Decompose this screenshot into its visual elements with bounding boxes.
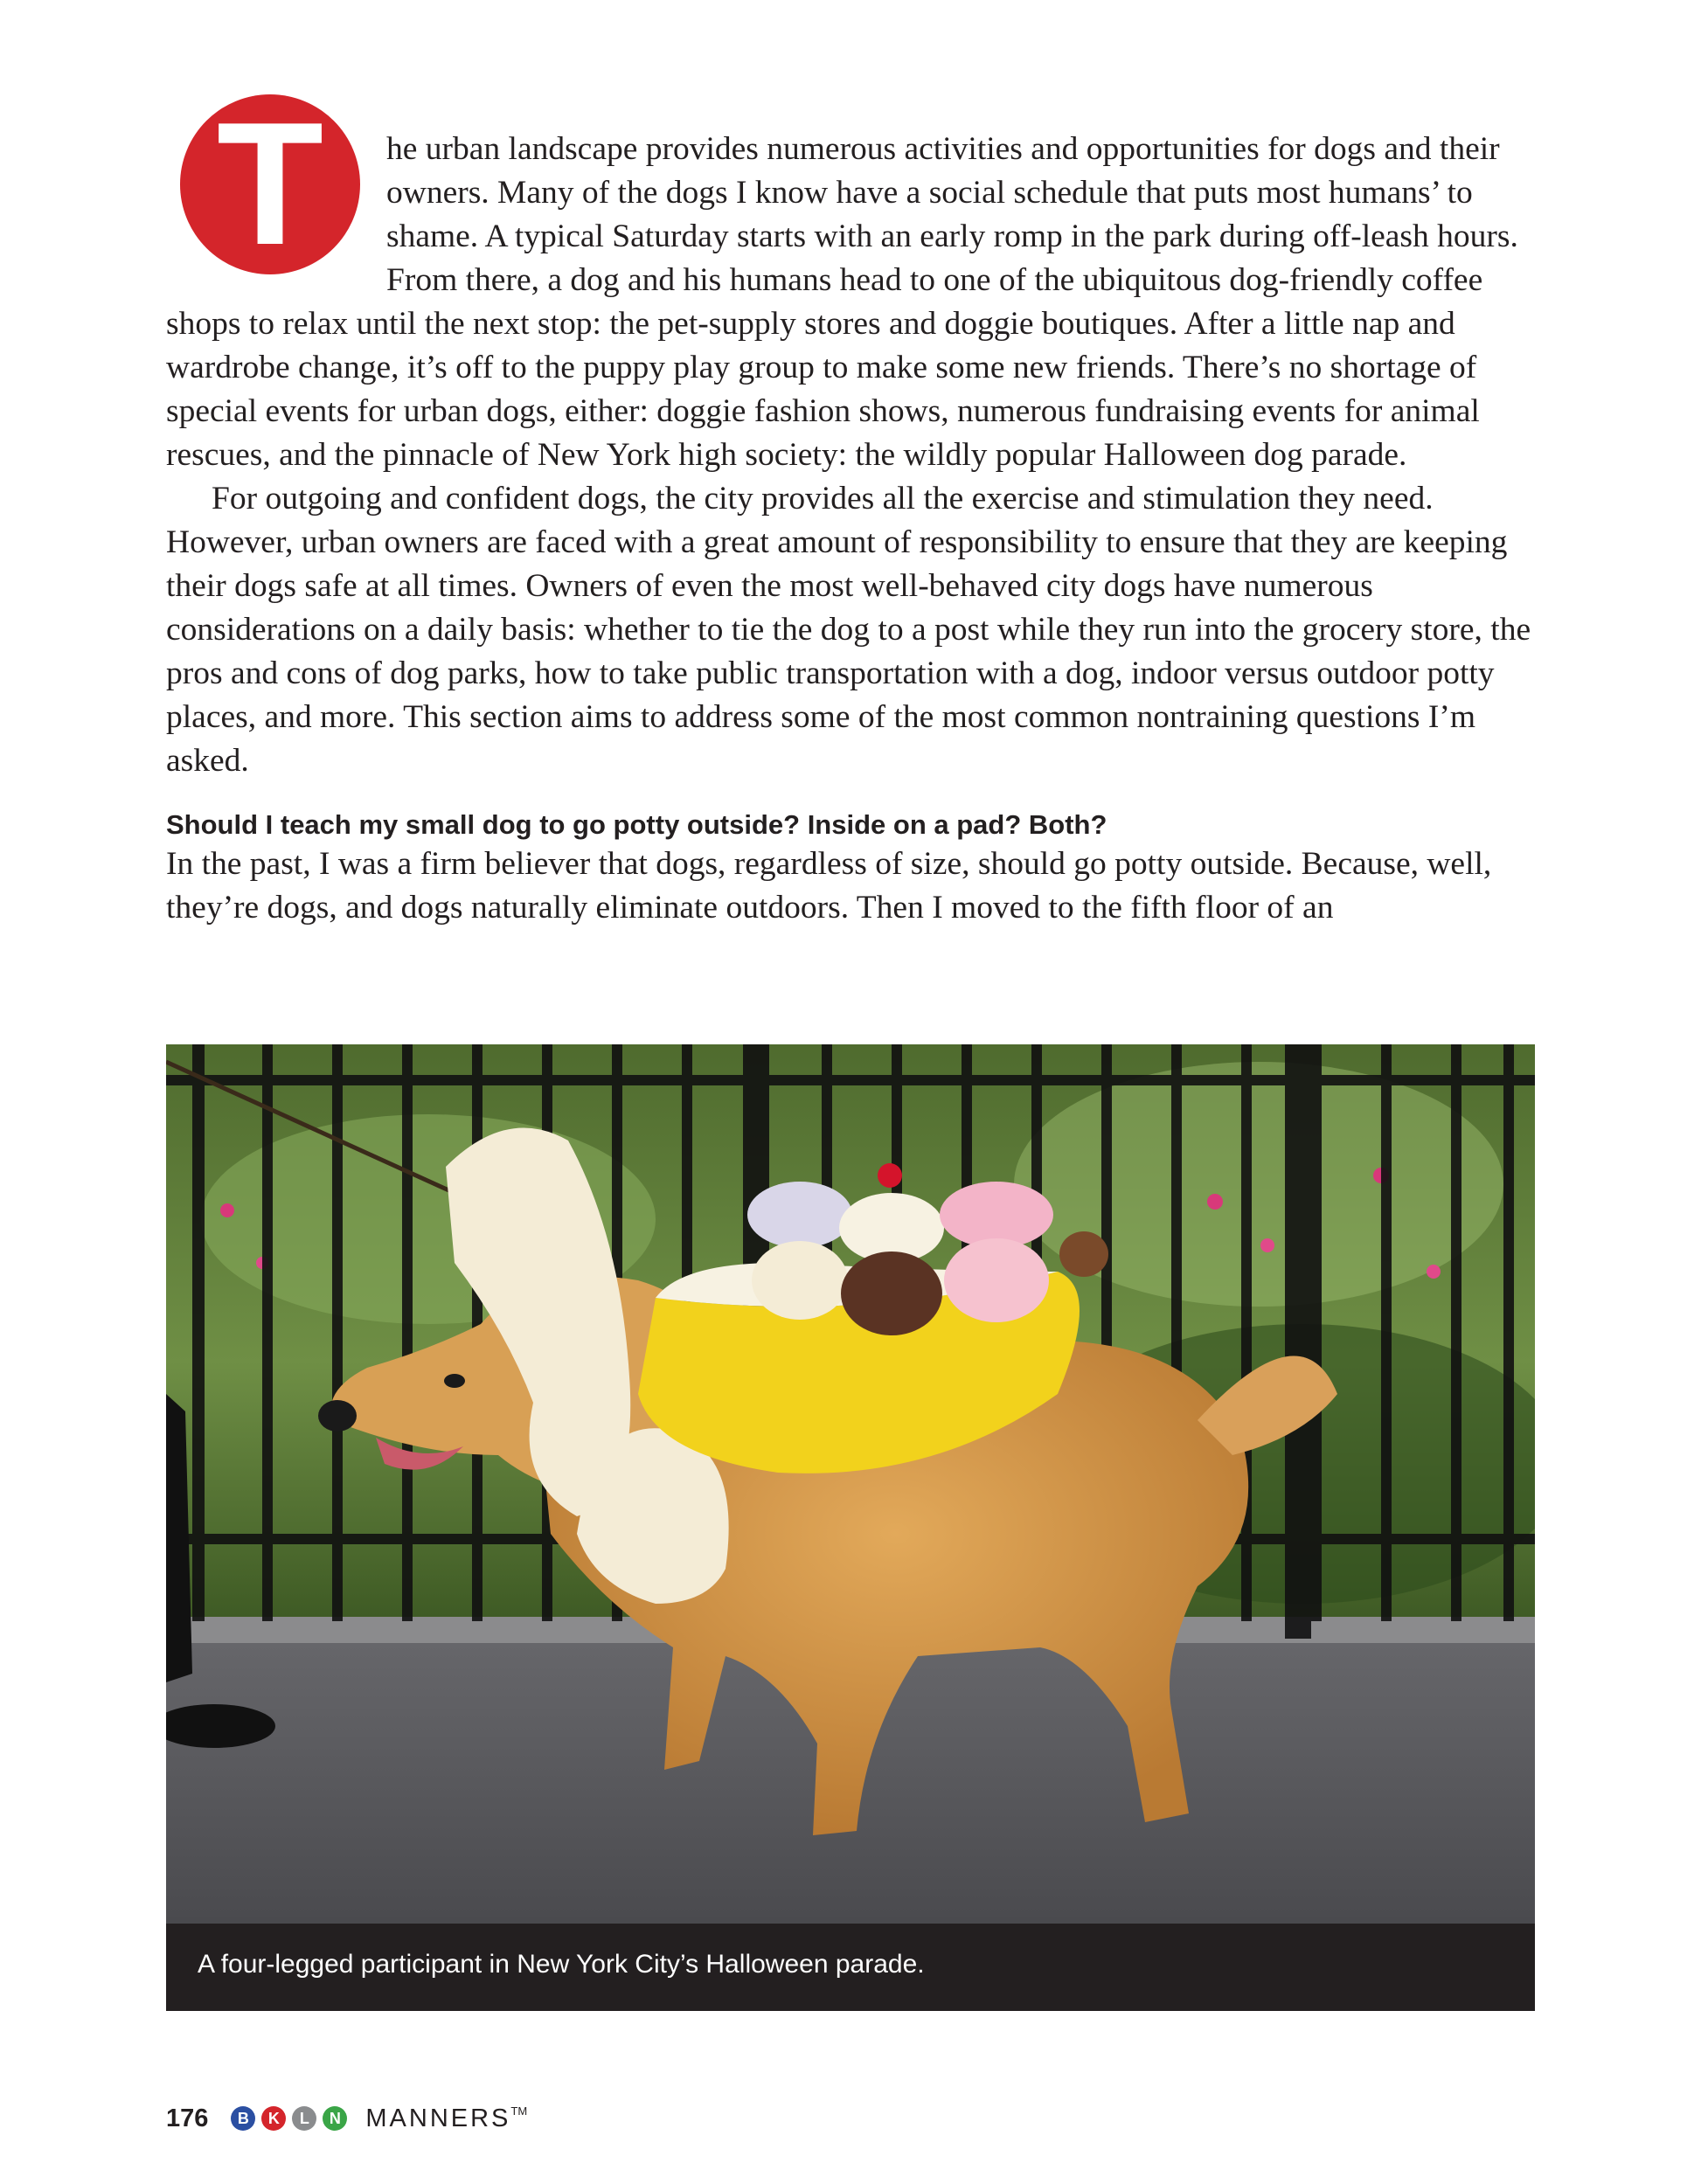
trademark: TM — [510, 2104, 528, 2118]
paragraph-2: For outgoing and confident dogs, the city provides all the exercise and stimulation they need. However, urban owners are faced with a great amount of responsibility to ensure that they are keeping their dogs safe at all times. Owners of even the most well-behaved city dogs have numerous considerations on a daily basis: whether to tie the dog to a post while they run into the grocery store, the pros and cons of dog parks, how to take public transportation with a dog, indoor versus outdoor potty places, and more. This section aims to address some of the most common nontraining questions I’m asked. — [166, 481, 1531, 779]
photo-illustration — [166, 1044, 1535, 1924]
subway-badge-k: K — [261, 2106, 286, 2131]
body-text — [166, 87, 1556, 930]
section-heading: Should I teach my small dog to go potty outside? Inside on a pad? Both? — [166, 809, 1107, 840]
dog-costume-photo — [166, 1044, 1535, 1924]
paragraph-3: In the past, I was a firm believer that dogs, regardless of size, should go potty outside. Because, well, they’re dogs, and dogs naturally eliminate outdoors. Then I moved to the fifth floor of an — [166, 846, 1492, 926]
subway-badge-l: L — [292, 2106, 316, 2131]
page-number: 176 — [166, 2104, 209, 2132]
brand-name — [365, 2104, 527, 2133]
brand-text: MANNERS — [365, 2104, 511, 2132]
caption-bar — [166, 1924, 1535, 2011]
subway-badge-n: N — [323, 2106, 347, 2131]
subway-badge-b: B — [231, 2106, 255, 2131]
page-footer — [166, 2101, 527, 2136]
photo-caption: A four-legged participant in New York City’s Halloween parade. — [198, 1950, 925, 1979]
drop-cap: T — [180, 94, 360, 274]
paragraph-1: he urban landscape provides numerous activities and opportunities for dogs and their owners. Many of the dogs I know have a social schedule that puts most humans’ to shame. A typical Saturday starts with an early romp in the park during off-leash hours. From there, a dog and his humans head to one of the ubiquitous dog-friendly coffee shops to relax until the next stop: the pet-supply stores and doggie boutiques. After a little nap and wardrobe change, it’s off to the puppy play group to make some new friends. There’s no shortage of special events for urban dogs, either: doggie fashion shows, numerous fundraising events for animal rescues, and the pinnacle of New York high society: the wildly popular Halloween dog parade. — [166, 131, 1518, 473]
